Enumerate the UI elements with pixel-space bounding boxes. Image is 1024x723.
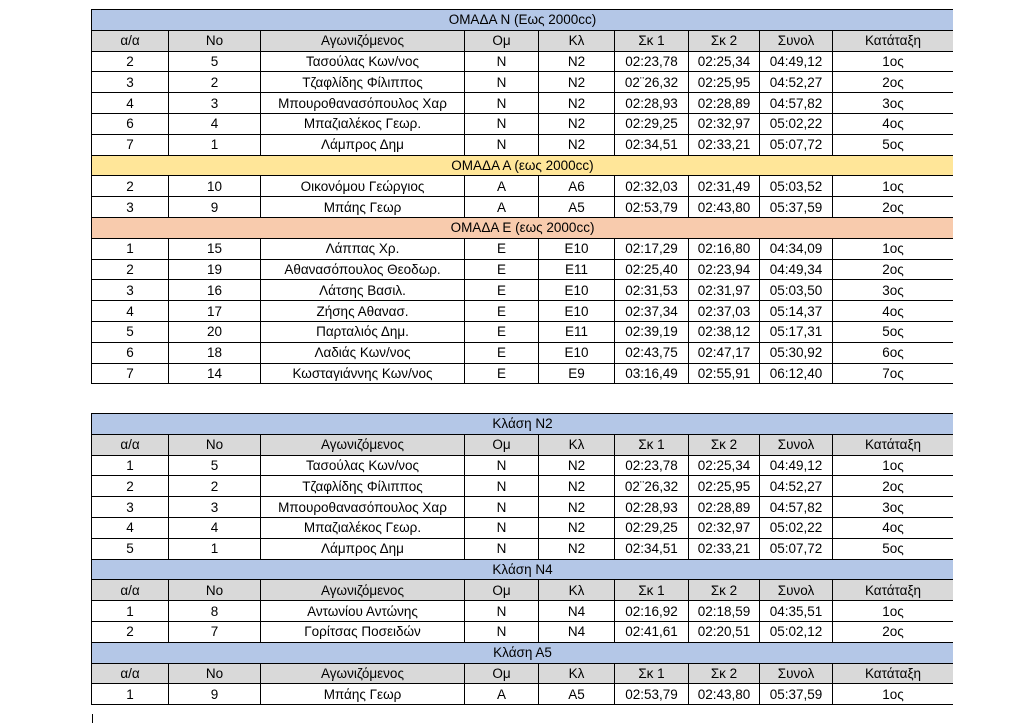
cell-stage2: 02:43,80 [689, 197, 760, 218]
cell-group: Α [465, 197, 539, 218]
cell-total: 05:14,37 [760, 301, 833, 322]
cell-total: 05:02,22 [760, 113, 833, 134]
cell-class: Ν2 [539, 476, 615, 497]
cell-no: 4 [169, 113, 261, 134]
cell-no: 4 [169, 517, 261, 538]
cell-group: Ε [465, 280, 539, 301]
table-row [92, 455, 954, 476]
cell-total: 04:35,51 [760, 601, 833, 622]
cell-group: Ε [465, 259, 539, 280]
cell-stage1: 02:16,92 [615, 601, 689, 622]
column-header-row [92, 434, 954, 455]
cell-class: Ν2 [539, 455, 615, 476]
col-header-total: Συνολ [760, 663, 833, 684]
cell-rank: 1ος [833, 455, 954, 476]
table-row [92, 238, 954, 259]
cell-total: 05:37,59 [760, 684, 833, 705]
cell-class: Ε9 [539, 363, 615, 384]
column-header-row [92, 663, 954, 684]
table-row [92, 497, 954, 518]
cell-class: Ν2 [539, 72, 615, 93]
page-edge-mark [92, 714, 93, 723]
cell-competitor: Λάτσης Βασιλ. [261, 280, 465, 301]
cell-stage1: 02:29,25 [615, 517, 689, 538]
cell-stage1: 02:28,93 [615, 497, 689, 518]
cell-class: Ν2 [539, 538, 615, 559]
cell-aa: 6 [92, 113, 169, 134]
col-header-aa: α/α [92, 434, 169, 455]
group-title: ΟΜΑΔΑ Ν (Εως 2000cc) [92, 10, 954, 31]
cell-group: Ν [465, 455, 539, 476]
cell-class: Α5 [539, 197, 615, 218]
cell-aa: 3 [92, 197, 169, 218]
cell-total: 05:07,72 [760, 134, 833, 155]
cell-aa: 2 [92, 259, 169, 280]
cell-aa: 1 [92, 455, 169, 476]
class-title: Κλάση Ν2 [92, 414, 954, 435]
col-header-stage1: Σκ 1 [615, 580, 689, 601]
col-header-stage2: Σκ 2 [689, 30, 760, 51]
cell-total: 04:52,27 [760, 476, 833, 497]
cell-rank: 1ος [833, 238, 954, 259]
cell-class: Ν2 [539, 93, 615, 114]
cell-competitor: Οικονόμου Γεώργιος [261, 176, 465, 197]
cell-aa: 2 [92, 51, 169, 72]
group-title-row [92, 155, 954, 176]
cell-competitor: Μπάης Γεωρ [261, 197, 465, 218]
cell-competitor: Αθανασόπουλος Θεοδωρ. [261, 259, 465, 280]
cell-competitor: Λάμπρος Δημ [261, 538, 465, 559]
cell-stage2: 02:28,89 [689, 93, 760, 114]
col-header-total: Συνολ [760, 434, 833, 455]
col-header-rank: Κατάταξη [833, 30, 954, 51]
col-header-stage2: Σκ 2 [689, 663, 760, 684]
cell-stage2: 02:31,97 [689, 280, 760, 301]
cell-stage2: 02:37,03 [689, 301, 760, 322]
cell-stage1: 02:31,53 [615, 280, 689, 301]
col-header-aa: α/α [92, 580, 169, 601]
cell-stage1: 02:17,29 [615, 238, 689, 259]
cell-rank: 1ος [833, 684, 954, 705]
cell-stage2: 02:55,91 [689, 363, 760, 384]
group-results-table [91, 9, 953, 384]
cell-group: Α [465, 176, 539, 197]
cell-competitor: Τζαφλίδης Φίλιππος [261, 476, 465, 497]
cell-class: Ε10 [539, 342, 615, 363]
col-header-stage2: Σκ 2 [689, 434, 760, 455]
cell-class: Ν2 [539, 113, 615, 134]
cell-group: Ε [465, 363, 539, 384]
cell-aa: 5 [92, 538, 169, 559]
cell-stage2: 02:25,95 [689, 476, 760, 497]
table-row [92, 517, 954, 538]
cell-total: 05:02,12 [760, 621, 833, 642]
col-header-group: Ομ [465, 434, 539, 455]
cell-total: 04:57,82 [760, 93, 833, 114]
cell-aa: 2 [92, 621, 169, 642]
cell-stage2: 02:28,89 [689, 497, 760, 518]
cell-total: 06:12,40 [760, 363, 833, 384]
cell-class: Ε11 [539, 321, 615, 342]
column-header-row [92, 580, 954, 601]
cell-total: 04:57,82 [760, 497, 833, 518]
cell-stage1: 02:39,19 [615, 321, 689, 342]
group-title: ΟΜΑΔΑ Ε (εως 2000cc) [92, 217, 954, 238]
table-row [92, 280, 954, 301]
cell-stage1: 02:34,51 [615, 538, 689, 559]
cell-no: 3 [169, 93, 261, 114]
cell-competitor: Μπουροθανασόπουλος Χαρ [261, 497, 465, 518]
table-row [92, 342, 954, 363]
cell-stage1: 02¨26,32 [615, 72, 689, 93]
cell-competitor: Τασούλας Κων/νος [261, 455, 465, 476]
cell-total: 05:03,52 [760, 176, 833, 197]
cell-stage2: 02:38,12 [689, 321, 760, 342]
cell-stage1: 02:32,03 [615, 176, 689, 197]
cell-rank: 5ος [833, 538, 954, 559]
cell-aa: 1 [92, 238, 169, 259]
cell-no: 10 [169, 176, 261, 197]
cell-stage2: 02:33,21 [689, 538, 760, 559]
cell-competitor: Μπαζιαλέκος Γεωρ. [261, 517, 465, 538]
cell-no: 19 [169, 259, 261, 280]
cell-aa: 3 [92, 280, 169, 301]
class-title-row [92, 414, 954, 435]
cell-rank: 5ος [833, 321, 954, 342]
cell-rank: 1ος [833, 601, 954, 622]
cell-aa: 3 [92, 72, 169, 93]
cell-group: Ν [465, 538, 539, 559]
col-header-class: Κλ [539, 580, 615, 601]
cell-aa: 3 [92, 497, 169, 518]
cell-stage2: 02:25,34 [689, 51, 760, 72]
cell-stage1: 02:28,93 [615, 93, 689, 114]
group-title-row [92, 10, 954, 31]
cell-no: 1 [169, 538, 261, 559]
cell-no: 2 [169, 72, 261, 93]
cell-total: 04:49,12 [760, 51, 833, 72]
cell-stage2: 02:20,51 [689, 621, 760, 642]
cell-group: Ν [465, 497, 539, 518]
cell-rank: 3ος [833, 93, 954, 114]
cell-no: 18 [169, 342, 261, 363]
class-title-row [92, 559, 954, 580]
cell-aa: 5 [92, 321, 169, 342]
column-header-row [92, 30, 954, 51]
cell-stage1: 03:16,49 [615, 363, 689, 384]
cell-stage1: 02:43,75 [615, 342, 689, 363]
cell-group: Ε [465, 342, 539, 363]
table-row [92, 621, 954, 642]
cell-aa: 4 [92, 93, 169, 114]
cell-group: Ε [465, 301, 539, 322]
col-header-no: Νο [169, 663, 261, 684]
col-header-total: Συνολ [760, 580, 833, 601]
cell-aa: 7 [92, 363, 169, 384]
table-row [92, 538, 954, 559]
cell-total: 05:17,31 [760, 321, 833, 342]
cell-no: 20 [169, 321, 261, 342]
table-row [92, 363, 954, 384]
cell-group: Ν [465, 621, 539, 642]
cell-stage2: 02:32,97 [689, 113, 760, 134]
col-header-competitor: Αγωνιζόμενος [261, 580, 465, 601]
cell-no: 5 [169, 51, 261, 72]
col-header-aa: α/α [92, 30, 169, 51]
group-title: ΟΜΑΔΑ Α (εως 2000cc) [92, 155, 954, 176]
cell-rank: 4ος [833, 301, 954, 322]
col-header-class: Κλ [539, 30, 615, 51]
class-title-row [92, 642, 954, 663]
table-row [92, 72, 954, 93]
table-row [92, 197, 954, 218]
class-title: Κλάση Ν4 [92, 559, 954, 580]
cell-group: Ν [465, 134, 539, 155]
class-title: Κλάση Α5 [92, 642, 954, 663]
cell-rank: 4ος [833, 113, 954, 134]
cell-rank: 2ος [833, 72, 954, 93]
cell-group: Ν [465, 51, 539, 72]
cell-competitor: Τζαφλίδης Φίλιππος [261, 72, 465, 93]
cell-class: Α6 [539, 176, 615, 197]
table-row [92, 321, 954, 342]
cell-stage2: 02:47,17 [689, 342, 760, 363]
cell-rank: 2ος [833, 259, 954, 280]
col-header-competitor: Αγωνιζόμενος [261, 30, 465, 51]
cell-rank: 7ος [833, 363, 954, 384]
col-header-stage1: Σκ 1 [615, 434, 689, 455]
col-header-class: Κλ [539, 434, 615, 455]
cell-rank: 3ος [833, 497, 954, 518]
col-header-stage1: Σκ 1 [615, 663, 689, 684]
cell-competitor: Μπαζιαλέκος Γεωρ. [261, 113, 465, 134]
cell-class: Ν2 [539, 497, 615, 518]
cell-rank: 4ος [833, 517, 954, 538]
cell-competitor: Λαδιάς Κων/νος [261, 342, 465, 363]
table-row [92, 113, 954, 134]
cell-group: Ν [465, 517, 539, 538]
cell-class: Ν2 [539, 134, 615, 155]
col-header-stage2: Σκ 2 [689, 580, 760, 601]
cell-total: 05:02,22 [760, 517, 833, 538]
cell-competitor: Γορίτσας Ποσειδών [261, 621, 465, 642]
col-header-group: Ομ [465, 580, 539, 601]
table-row [92, 51, 954, 72]
cell-no: 15 [169, 238, 261, 259]
cell-total: 04:34,09 [760, 238, 833, 259]
cell-competitor: Ζήσης Αθανασ. [261, 301, 465, 322]
cell-stage2: 02:23,94 [689, 259, 760, 280]
cell-no: 8 [169, 601, 261, 622]
cell-stage2: 02:43,80 [689, 684, 760, 705]
cell-competitor: Μπουροθανασόπουλος Χαρ [261, 93, 465, 114]
cell-aa: 7 [92, 134, 169, 155]
cell-rank: 1ος [833, 176, 954, 197]
cell-stage2: 02:18,59 [689, 601, 760, 622]
table-row [92, 259, 954, 280]
col-header-total: Συνολ [760, 30, 833, 51]
cell-rank: 2ος [833, 197, 954, 218]
cell-class: Ε10 [539, 238, 615, 259]
cell-group: Ν [465, 93, 539, 114]
col-header-no: Νο [169, 434, 261, 455]
cell-stage1: 02:23,78 [615, 51, 689, 72]
cell-group: Ν [465, 476, 539, 497]
cell-class: Ε10 [539, 280, 615, 301]
cell-no: 14 [169, 363, 261, 384]
col-header-class: Κλ [539, 663, 615, 684]
col-header-aa: α/α [92, 663, 169, 684]
cell-competitor: Κωσταγιάννης Κων/νος [261, 363, 465, 384]
cell-stage1: 02:53,79 [615, 684, 689, 705]
table-row [92, 476, 954, 497]
cell-group: Α [465, 684, 539, 705]
cell-no: 9 [169, 684, 261, 705]
cell-aa: 2 [92, 476, 169, 497]
cell-aa: 6 [92, 342, 169, 363]
cell-no: 16 [169, 280, 261, 301]
cell-total: 04:52,27 [760, 72, 833, 93]
cell-aa: 1 [92, 684, 169, 705]
cell-no: 1 [169, 134, 261, 155]
cell-stage2: 02:16,80 [689, 238, 760, 259]
cell-aa: 4 [92, 301, 169, 322]
col-header-competitor: Αγωνιζόμενος [261, 434, 465, 455]
cell-stage1: 02:41,61 [615, 621, 689, 642]
cell-no: 2 [169, 476, 261, 497]
cell-competitor: Λάππας Χρ. [261, 238, 465, 259]
cell-aa: 4 [92, 517, 169, 538]
cell-rank: 2ος [833, 476, 954, 497]
table-row [92, 684, 954, 705]
cell-stage1: 02:23,78 [615, 455, 689, 476]
col-header-competitor: Αγωνιζόμενος [261, 663, 465, 684]
cell-class: Ν2 [539, 517, 615, 538]
cell-no: 9 [169, 197, 261, 218]
cell-stage2: 02:25,34 [689, 455, 760, 476]
group-title-row [92, 217, 954, 238]
cell-stage2: 02:33,21 [689, 134, 760, 155]
cell-total: 05:37,59 [760, 197, 833, 218]
cell-group: Ε [465, 321, 539, 342]
cell-competitor: Μπάης Γεωρ [261, 684, 465, 705]
cell-stage1: 02:37,34 [615, 301, 689, 322]
table-row [92, 93, 954, 114]
cell-class: Ε10 [539, 301, 615, 322]
cell-rank: 6ος [833, 342, 954, 363]
cell-stage2: 02:25,95 [689, 72, 760, 93]
table-row [92, 601, 954, 622]
cell-rank: 5ος [833, 134, 954, 155]
cell-stage1: 02¨26,32 [615, 476, 689, 497]
cell-total: 05:07,72 [760, 538, 833, 559]
cell-group: Ν [465, 601, 539, 622]
cell-group: Ε [465, 238, 539, 259]
cell-total: 05:30,92 [760, 342, 833, 363]
table-row [92, 301, 954, 322]
cell-stage1: 02:53,79 [615, 197, 689, 218]
cell-competitor: Λάμπρος Δημ [261, 134, 465, 155]
col-header-no: Νο [169, 580, 261, 601]
cell-class: Α5 [539, 684, 615, 705]
cell-class: Ν4 [539, 601, 615, 622]
cell-stage1: 02:29,25 [615, 113, 689, 134]
cell-total: 05:03,50 [760, 280, 833, 301]
cell-rank: 1ος [833, 51, 954, 72]
cell-rank: 3ος [833, 280, 954, 301]
cell-total: 04:49,12 [760, 455, 833, 476]
class-results-table [91, 413, 953, 705]
cell-group: Ν [465, 113, 539, 134]
cell-stage1: 02:34,51 [615, 134, 689, 155]
cell-no: 17 [169, 301, 261, 322]
table-row [92, 134, 954, 155]
cell-class: Ν4 [539, 621, 615, 642]
col-header-group: Ομ [465, 30, 539, 51]
cell-competitor: Αντωνίου Αντώνης [261, 601, 465, 622]
cell-group: Ν [465, 72, 539, 93]
col-header-stage1: Σκ 1 [615, 30, 689, 51]
col-header-rank: Κατάταξη [833, 663, 954, 684]
cell-rank: 2ος [833, 621, 954, 642]
cell-class: Ε11 [539, 259, 615, 280]
table-row [92, 176, 954, 197]
cell-stage2: 02:31,49 [689, 176, 760, 197]
col-header-no: Νο [169, 30, 261, 51]
cell-aa: 1 [92, 601, 169, 622]
col-header-rank: Κατάταξη [833, 434, 954, 455]
cell-class: Ν2 [539, 51, 615, 72]
cell-competitor: Τασούλας Κων/νος [261, 51, 465, 72]
cell-stage2: 02:32,97 [689, 517, 760, 538]
col-header-rank: Κατάταξη [833, 580, 954, 601]
cell-no: 5 [169, 455, 261, 476]
cell-total: 04:49,34 [760, 259, 833, 280]
cell-stage1: 02:25,40 [615, 259, 689, 280]
cell-no: 7 [169, 621, 261, 642]
cell-aa: 2 [92, 176, 169, 197]
cell-competitor: Παρταλιός Δημ. [261, 321, 465, 342]
cell-no: 3 [169, 497, 261, 518]
col-header-group: Ομ [465, 663, 539, 684]
